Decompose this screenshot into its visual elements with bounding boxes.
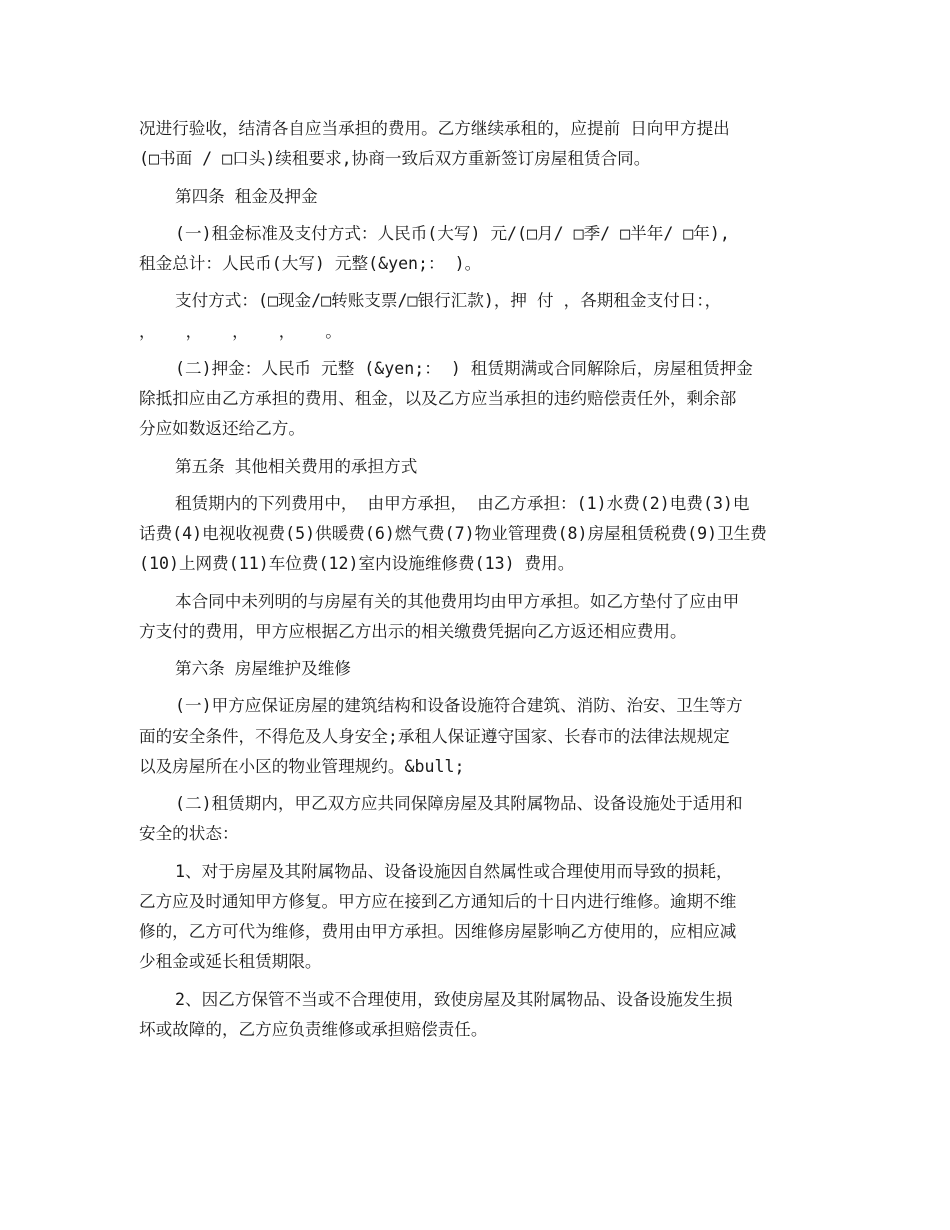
paragraph-gap (139, 279, 819, 286)
text-line: 方支付的费用，甲方应根据乙方出示的相关缴费凭据向乙方返还相应费用。 (139, 621, 687, 641)
text-line: (一)租金标准及支付方式：人民币(大写) 元/(□月/ □季/ □半年/ □年), (175, 223, 730, 243)
text-line: 安全的状态： (139, 824, 239, 844)
paragraph (139, 654, 819, 684)
text-line: 1、对于房屋及其附属物品、设备设施因自然属性或合理使用而导致的损耗， (175, 861, 733, 881)
text-line: (二)押金：人民币 元整 (&yen;： ) 租赁期满或合同解除后，房屋租赁押金 (175, 358, 753, 378)
paragraph-gap (139, 347, 819, 354)
text-line: 话费(4)电视收视费(5)供暖费(6)燃气费(7)物业管理费(8)房屋租赁税费(9)卫生费 (139, 524, 767, 543)
paragraph (139, 691, 819, 782)
paragraph-gap (139, 684, 819, 691)
text-line: (一)甲方应保证房屋的建筑结构和设备设施符合建筑、消防、治安、卫生等方 (175, 696, 743, 716)
paragraph-gap (139, 647, 819, 654)
text-line: 第四条 租金及押金 (175, 186, 318, 206)
paragraph (139, 219, 819, 280)
text-line: (二)租赁期内，甲乙双方应共同保障房屋及其附属物品、设备设施处于适用和 (175, 794, 743, 813)
text-line: 除抵扣应由乙方承担的费用、租金，以及乙方应当承担的违约赔偿责任外，剩余部 (139, 389, 737, 408)
paragraph (139, 789, 819, 850)
text-line: 坏或故障的，乙方应负责维修或承担赔偿责任。 (139, 1019, 488, 1039)
paragraph-gap (139, 482, 819, 489)
paragraph-gap (139, 212, 819, 219)
text-line: 第六条 房屋维护及维修 (175, 659, 351, 678)
paragraph-gap (139, 978, 819, 985)
paragraph (139, 489, 819, 580)
text-line: 租金总计：人民币(大写) 元整(&yen;： )。 (139, 254, 482, 273)
paragraph (139, 857, 819, 978)
paragraph (139, 114, 819, 175)
paragraph-gap (139, 850, 819, 857)
text-line: 第五条 其他相关费用的承担方式 (175, 456, 418, 476)
paragraph-gap (139, 580, 819, 587)
paragraph (139, 587, 819, 648)
paragraph (139, 985, 819, 1046)
paragraph-gap (139, 782, 819, 789)
document-body (139, 114, 819, 1045)
paragraph-gap (139, 445, 819, 452)
paragraph (139, 452, 819, 482)
text-line: 支付方式：(□现金/□转账支票/□银行汇款)，押 付 ，各期租金支付日：， (175, 291, 722, 311)
paragraph-gap (139, 175, 819, 182)
text-line: 修的，乙方可代为维修，费用由甲方承担。因维修房屋影响乙方使用的，应相应减 (139, 922, 737, 941)
text-line: ， ， ， ， 。 (139, 321, 342, 341)
text-line: 分应如数返还给乙方。 (139, 419, 305, 439)
text-line: 以及房屋所在小区的物业管理规约。&bull; (139, 756, 465, 776)
text-line: 少租金或延长租赁期限。 (139, 952, 322, 972)
text-line: 面的安全条件，不得危及人身安全;承租人保证遵守国家、长春市的法律法规规定 (139, 726, 730, 746)
text-line: (□书面 / □口头)续租要求,协商一致后双方重新签订房屋租赁合同。 (139, 149, 651, 169)
text-line: (10)上网费(11)车位费(12)室内设施维修费(13) 费用。 (139, 554, 575, 574)
text-line: 况进行验收，结清各自应当承担的费用。乙方继续承租的，应提前 日向甲方提出 (139, 119, 730, 138)
text-line: 本合同中未列明的与房屋有关的其他费用均由甲方承担。如乙方垫付了应由甲 (175, 591, 740, 611)
text-line: 租赁期内的下列费用中， 由甲方承担， 由乙方承担：(1)水费(2)电费(3)电 (175, 493, 750, 513)
paragraph (139, 182, 819, 212)
text-line: 乙方应及时通知甲方修复。甲方应在接到乙方通知后的十日内进行维修。逾期不维 (139, 891, 737, 911)
paragraph (139, 286, 819, 347)
text-line: 2、因乙方保管不当或不合理使用，致使房屋及其附属物品、设备设施发生损 (175, 989, 733, 1009)
paragraph (139, 354, 819, 445)
